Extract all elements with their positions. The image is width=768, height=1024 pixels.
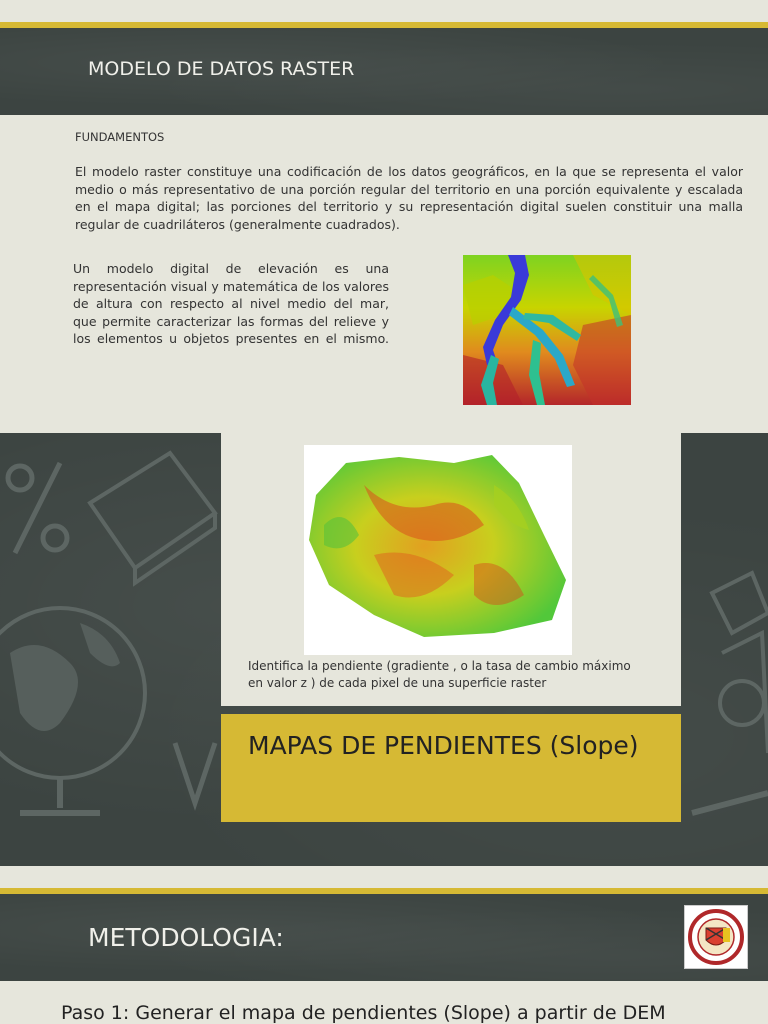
chalk-book-icon [80, 443, 220, 593]
slope-caption: Identifica la pendiente (gradiente , o la tasa de cambio máximo en valor z ) de cada pixel de una superficie raster [248, 659, 631, 690]
fundamentos-paragraph: El modelo raster constituye una codificación de los datos geográficos, en la que se representa el valor medio o más representativo de una porción regular del territorio en una porción equivalente y escalada en el mapa digital; las porciones del territorio y su representación digital suelen constituir una malla regular de cuadriláteros (generalmente cuadrados). [75, 164, 743, 232]
step-1-text: Paso 1: Generar el mapa de pendientes (Slope) a partir de DEM [61, 1002, 666, 1024]
chalk-percent-icon [0, 453, 80, 563]
dem-paragraph: Un modelo digital de elevación es una representación visual y matemática de los valores de altura con respecto al nivel medio del mar, que permite caracterizar las formas del relieve y los elementos u objetos presentes en el mismo. [73, 261, 389, 346]
slope-title-panel [221, 714, 681, 822]
slope-map-image [304, 445, 572, 655]
chalk-microscope-icon [682, 553, 768, 853]
dem-image [463, 255, 631, 405]
chalk-globe-icon [0, 583, 160, 823]
fundamentos-label: FUNDAMENTOS [75, 130, 165, 144]
university-seal-logo [684, 905, 748, 969]
slope-section-title: MAPAS DE PENDIENTES (Slope) [248, 731, 639, 760]
slope-map-frame [304, 445, 572, 655]
metodologia-title: METODOLOGIA: [88, 923, 284, 952]
page-title: MODELO DE DATOS RASTER [88, 58, 355, 80]
chalk-vee-doodle [170, 733, 220, 813]
section-header [0, 28, 768, 115]
metodologia-header [0, 894, 768, 981]
